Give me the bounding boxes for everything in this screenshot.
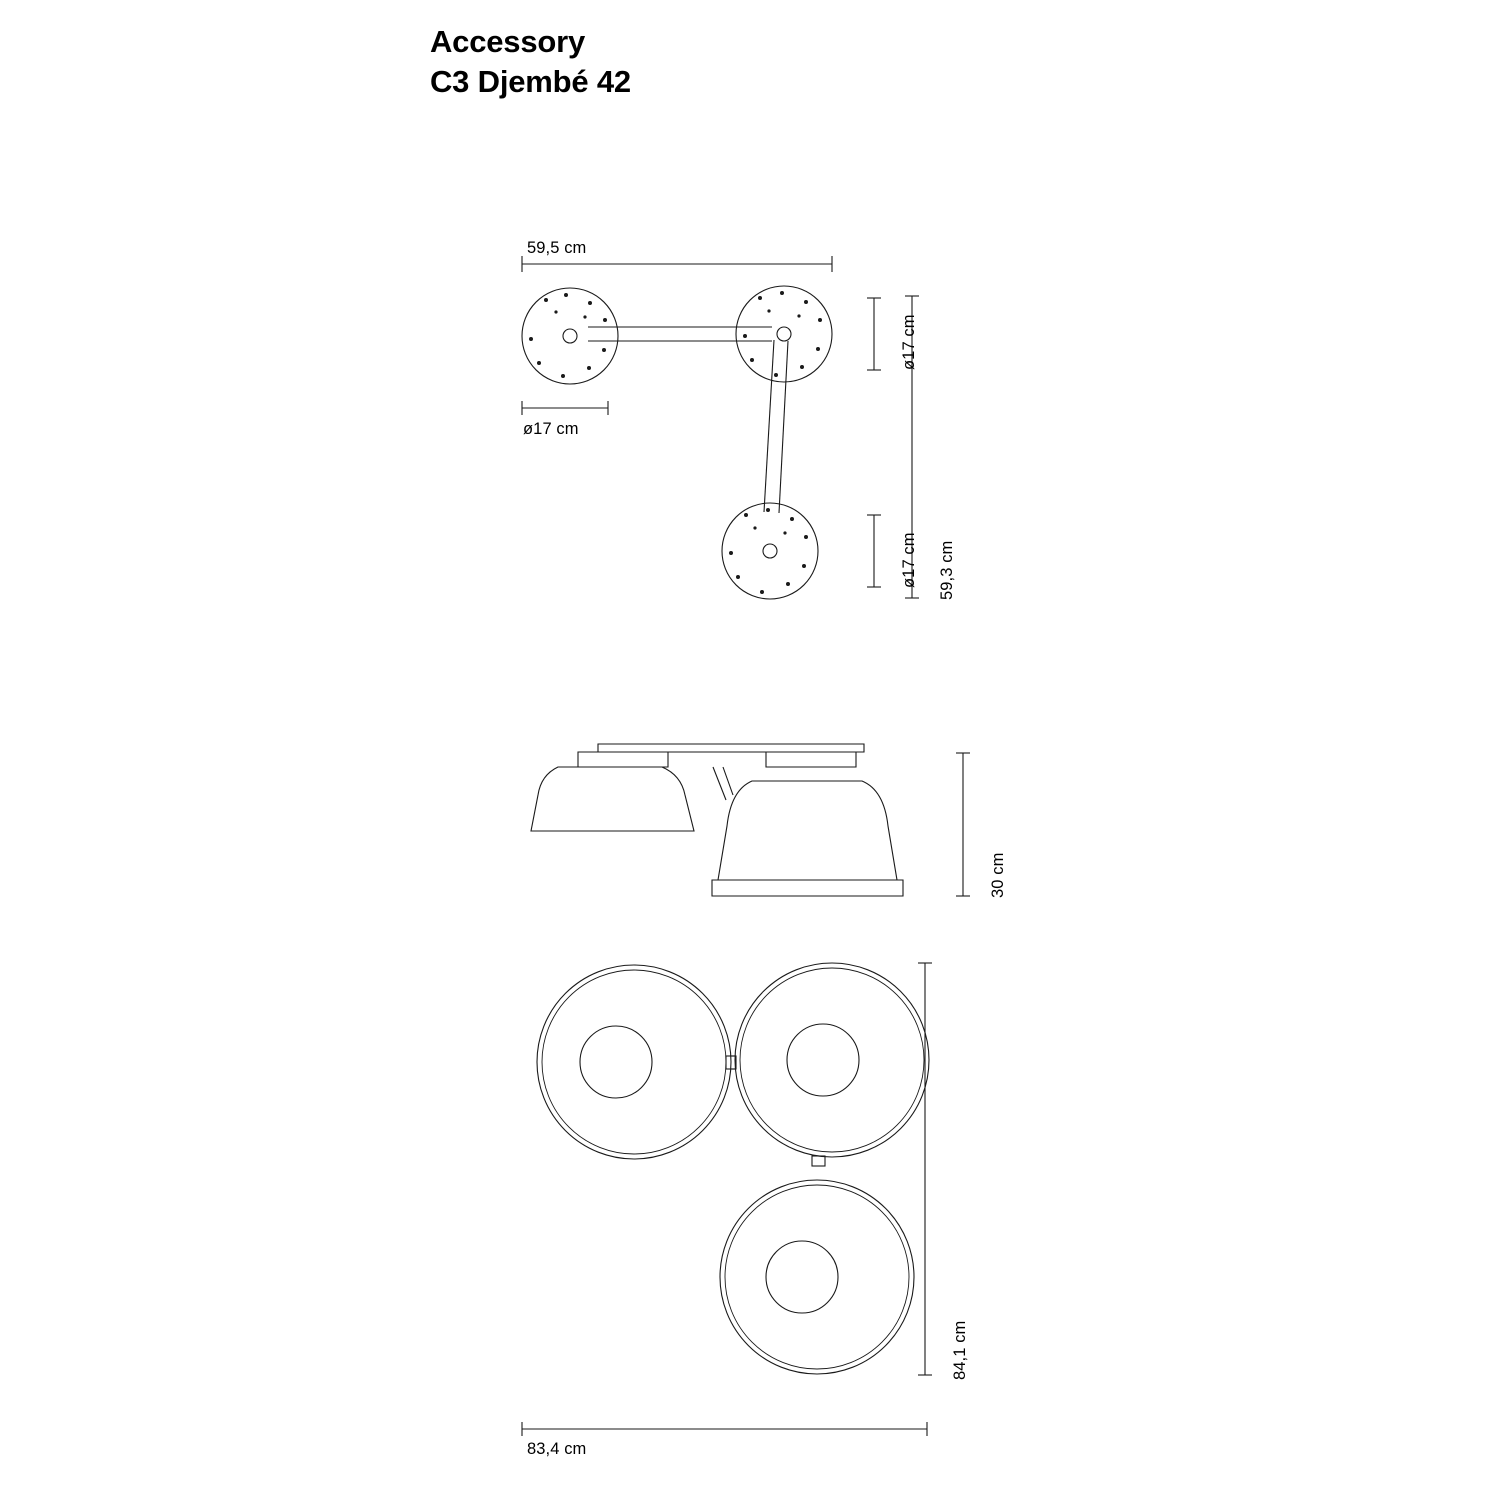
- dim-label-height-593: 59,3 cm: [938, 540, 956, 600]
- bottom-plan-drawing: [537, 963, 929, 1374]
- page-title-line1: Accessory: [430, 24, 586, 59]
- page-title-line2: C3 Djembé 42: [430, 63, 631, 99]
- dim-diameter-upper-right: [867, 298, 881, 370]
- dim-diameter-lower-right: [867, 515, 881, 587]
- dim-label-diameter-lower-right: ø17 cm: [900, 532, 918, 588]
- dim-label-width-834: 83,4 cm: [527, 1440, 587, 1458]
- side-elevation-drawing: [531, 744, 903, 896]
- dim-height-841: [918, 963, 932, 1375]
- dim-label-height-841: 84,1 cm: [951, 1320, 969, 1380]
- top-canopy-left: [522, 288, 618, 384]
- dim-label-diameter-upper-right: ø17 cm: [900, 314, 918, 370]
- top-canopy-upper-right: [736, 286, 832, 382]
- dim-label-height-30: 30 cm: [989, 852, 1007, 898]
- top-view-arms: [588, 327, 788, 513]
- dim-height-30: [956, 753, 970, 896]
- dim-diameter-left: [522, 401, 608, 415]
- dim-label-width-595: 59,5 cm: [527, 239, 587, 257]
- dim-label-diameter-left: ø17 cm: [523, 420, 579, 438]
- top-canopy-lower-right: [722, 503, 818, 599]
- dim-width-834: [522, 1422, 927, 1436]
- dim-width-595: [522, 256, 832, 272]
